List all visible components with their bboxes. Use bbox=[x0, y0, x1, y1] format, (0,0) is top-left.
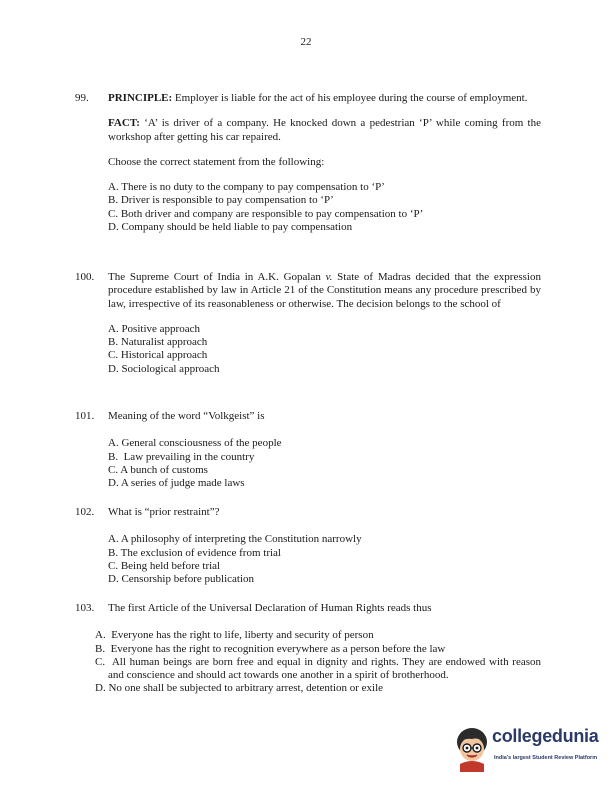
question-text: Meaning of the word “Volkgeist” is bbox=[108, 410, 265, 422]
principle-paragraph bbox=[108, 92, 541, 105]
option-a: A. Positive approach bbox=[108, 322, 200, 335]
principle-label: PRINCIPLE: bbox=[108, 92, 173, 104]
option-b: B. Naturalist approach bbox=[108, 336, 208, 349]
question-text-part2: State of Madras decided that the expression procedure established by law in Article 21 of the Constitution means any procedure prescribed by law, irrespective of its reasonableness or otherwise. The decision belongs to the school of bbox=[108, 271, 541, 310]
option-d: D. No one shall be subjected to arbitrary arrest, detention or exile bbox=[95, 682, 384, 695]
fact-label: FACT: bbox=[108, 117, 140, 130]
option-b: B. Driver is responsible to pay compensation to ‘P’ bbox=[108, 194, 334, 207]
option-c: C. Being held before trial bbox=[108, 559, 221, 572]
question-number: 101. bbox=[75, 410, 95, 422]
option-b: B. Everyone has the right to recognition everywhere as a person before the law bbox=[95, 642, 446, 655]
question-text: The first Article of the Universal Declaration of Human Rights reads thus bbox=[108, 602, 432, 614]
question-103 bbox=[75, 602, 544, 696]
question-101 bbox=[75, 410, 541, 490]
question-102 bbox=[75, 506, 541, 586]
question-number: 103. bbox=[75, 602, 95, 614]
option-c: C. Both driver and company are responsible to pay compensation to ‘P’ bbox=[108, 207, 424, 220]
fact-text: ‘A’ is driver of a company. He knocked down a pedestrian ‘P’ while coming from the workshop after getting his car repaired. bbox=[108, 117, 541, 143]
option-d: D. A series of judge made laws bbox=[108, 477, 245, 490]
logo-tagline: India's largest Student Review Platform bbox=[494, 755, 598, 761]
option-list bbox=[108, 437, 541, 490]
question-number: 99. bbox=[75, 92, 89, 104]
collegedunia-logo bbox=[454, 724, 600, 774]
question-prompt: Choose the correct statement from the following: bbox=[108, 155, 325, 168]
option-d: D. Censorship before publication bbox=[108, 573, 255, 586]
option-a: A. General consciousness of the people bbox=[108, 437, 282, 450]
option-list bbox=[108, 533, 541, 586]
question-text-italic: v. bbox=[325, 271, 333, 283]
question-text: What is “prior restraint”? bbox=[108, 506, 220, 518]
principle-text: Employer is liable for the act of his employee during the course of employment. bbox=[172, 92, 528, 104]
question-text-part1: The Supreme Court of India in A.K. Gopalan bbox=[108, 271, 326, 283]
option-list bbox=[95, 629, 544, 695]
question-100 bbox=[75, 271, 541, 376]
option-b: B. The exclusion of evidence from trial bbox=[108, 546, 281, 559]
option-a: A. Everyone has the right to life, liberty and security of person bbox=[95, 629, 374, 642]
fact-paragraph bbox=[108, 117, 541, 144]
option-d: D. Company should be held liable to pay compensation bbox=[108, 221, 353, 234]
option-c: C. All human beings are born free and equal in dignity and rights. They are endowed with reason and conscience and should act towards one another in a spirit of brotherhood. bbox=[95, 655, 544, 682]
question-text bbox=[108, 271, 541, 311]
question-99 bbox=[75, 92, 541, 234]
option-b: B. Law prevailing in the country bbox=[108, 450, 255, 463]
option-a: A. A philosophy of interpreting the Constitution narrowly bbox=[108, 533, 362, 546]
option-d: D. Sociological approach bbox=[108, 362, 220, 375]
option-c: C. A bunch of customs bbox=[108, 463, 208, 476]
logo-wordmark: collegedunia bbox=[492, 726, 599, 746]
option-list bbox=[108, 181, 541, 234]
page-number: 22 bbox=[300, 36, 312, 48]
question-number: 102. bbox=[75, 506, 95, 518]
option-c: C. Historical approach bbox=[108, 349, 208, 362]
option-a: A. There is no duty to the company to pay compensation to ‘P’ bbox=[108, 181, 385, 194]
student-mascot-icon bbox=[454, 726, 492, 772]
question-number: 100. bbox=[75, 271, 95, 283]
option-list bbox=[108, 323, 541, 376]
